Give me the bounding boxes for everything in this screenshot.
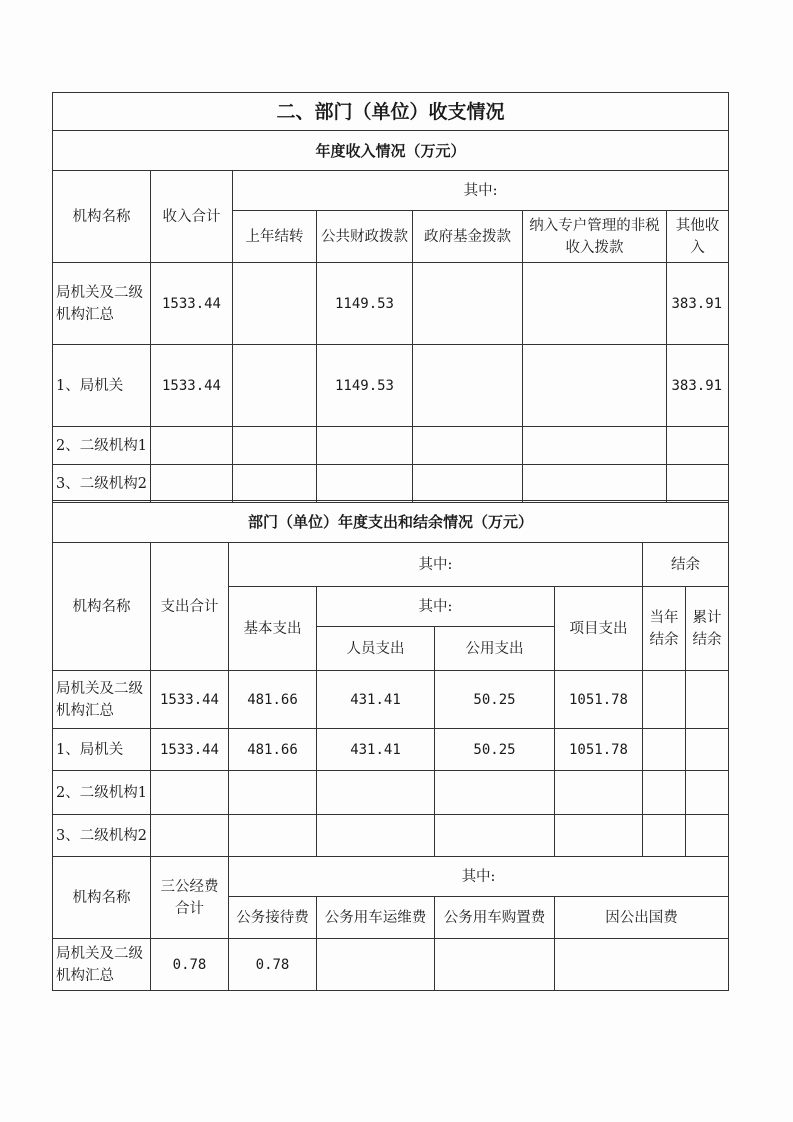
row-year-balance (643, 815, 686, 857)
row-org: 3、二级机构2 (53, 815, 151, 857)
row-org: 局机关及二级机构汇总 (53, 671, 151, 729)
row-total (151, 815, 229, 857)
income-header-of-which: 其中: (233, 171, 729, 211)
three-public-header-car-purchase: 公务用车购置费 (435, 897, 555, 939)
row-basic (229, 815, 317, 857)
row-total (151, 771, 229, 815)
row-total (151, 427, 233, 465)
three-public-header-of-which: 其中: (229, 857, 729, 897)
row-cum-balance (686, 671, 729, 729)
row-nontax (523, 427, 667, 465)
row-fund (413, 465, 523, 503)
row-car-maint (317, 939, 435, 991)
table-row (53, 263, 729, 345)
three-public-header-car-maint: 公务用车运维费 (317, 897, 435, 939)
row-carry (233, 465, 317, 503)
income-header-carry: 上年结转 (233, 211, 317, 263)
table-row (53, 345, 729, 427)
row-other: 383.91 (667, 263, 729, 345)
income-table (52, 92, 729, 503)
row-public (435, 815, 555, 857)
row-other (667, 465, 729, 503)
expense-header-project: 项目支出 (555, 587, 643, 671)
row-org: 1、局机关 (53, 345, 151, 427)
row-basic (229, 771, 317, 815)
row-fiscal (317, 427, 413, 465)
row-year-balance (643, 729, 686, 771)
three-public-header-total: 三公经费合计 (151, 857, 229, 939)
row-project (555, 771, 643, 815)
income-header-total: 收入合计 (151, 171, 233, 263)
income-header-org: 机构名称 (53, 171, 151, 263)
row-carry (233, 345, 317, 427)
table-row (53, 465, 729, 503)
expense-header-org: 机构名称 (53, 543, 151, 671)
table-row (53, 729, 729, 771)
row-cum-balance (686, 771, 729, 815)
page-title: 二、部门（单位）收支情况 (53, 93, 729, 131)
row-project: 1051.78 (555, 671, 643, 729)
row-org: 3、二级机构2 (53, 465, 151, 503)
three-public-table (52, 856, 729, 991)
row-nontax (523, 465, 667, 503)
three-public-header-reception: 公务接待费 (229, 897, 317, 939)
expense-header-personnel: 人员支出 (317, 627, 435, 671)
row-basic: 481.66 (229, 671, 317, 729)
table-row (53, 427, 729, 465)
row-public (435, 771, 555, 815)
row-year-balance (643, 771, 686, 815)
row-fiscal (317, 465, 413, 503)
row-carry (233, 427, 317, 465)
row-other (667, 427, 729, 465)
expense-header-total: 支出合计 (151, 543, 229, 671)
row-nontax (523, 263, 667, 345)
expense-header-year-balance: 当年结余 (643, 587, 686, 671)
row-total: 1533.44 (151, 263, 233, 345)
income-header-fund: 政府基金拨款 (413, 211, 523, 263)
row-project: 1051.78 (555, 729, 643, 771)
row-org: 2、二级机构1 (53, 771, 151, 815)
row-total: 0.78 (151, 939, 229, 991)
income-header-other: 其他收入 (667, 211, 729, 263)
income-section-title: 年度收入情况（万元） (53, 131, 729, 171)
row-fiscal: 1149.53 (317, 263, 413, 345)
row-carry (233, 263, 317, 345)
row-public: 50.25 (435, 729, 555, 771)
expense-section-title: 部门（单位）年度支出和结余情况（万元） (53, 501, 729, 543)
expense-header-cum-balance: 累计结余 (686, 587, 729, 671)
row-cum-balance (686, 729, 729, 771)
three-public-header-org: 机构名称 (53, 857, 151, 939)
row-nontax (523, 345, 667, 427)
row-car-purchase (435, 939, 555, 991)
row-org: 1、局机关 (53, 729, 151, 771)
row-total (151, 465, 233, 503)
row-org: 局机关及二级机构汇总 (53, 263, 151, 345)
table-row (53, 939, 729, 991)
row-public: 50.25 (435, 671, 555, 729)
row-fund (413, 427, 523, 465)
row-other: 383.91 (667, 345, 729, 427)
table-row (53, 771, 729, 815)
row-total: 1533.44 (151, 671, 229, 729)
row-abroad (555, 939, 729, 991)
row-total: 1533.44 (151, 729, 229, 771)
row-org: 2、二级机构1 (53, 427, 151, 465)
expense-header-of-which2: 其中: (317, 587, 555, 627)
expense-header-balance: 结余 (643, 543, 729, 587)
row-org: 局机关及二级机构汇总 (53, 939, 151, 991)
row-project (555, 815, 643, 857)
three-public-header-abroad: 因公出国费 (555, 897, 729, 939)
expense-table (52, 500, 729, 857)
expense-header-public: 公用支出 (435, 627, 555, 671)
income-header-fiscal: 公共财政拨款 (317, 211, 413, 263)
table-row (53, 671, 729, 729)
row-fund (413, 345, 523, 427)
row-basic: 481.66 (229, 729, 317, 771)
income-header-nontax: 纳入专户管理的非税收入拨款 (523, 211, 667, 263)
table-row (53, 815, 729, 857)
row-personnel: 431.41 (317, 671, 435, 729)
row-personnel (317, 771, 435, 815)
row-cum-balance (686, 815, 729, 857)
expense-header-basic: 基本支出 (229, 587, 317, 671)
row-total: 1533.44 (151, 345, 233, 427)
row-fiscal: 1149.53 (317, 345, 413, 427)
row-fund (413, 263, 523, 345)
row-personnel (317, 815, 435, 857)
row-personnel: 431.41 (317, 729, 435, 771)
expense-header-of-which: 其中: (229, 543, 643, 587)
row-year-balance (643, 671, 686, 729)
row-reception: 0.78 (229, 939, 317, 991)
